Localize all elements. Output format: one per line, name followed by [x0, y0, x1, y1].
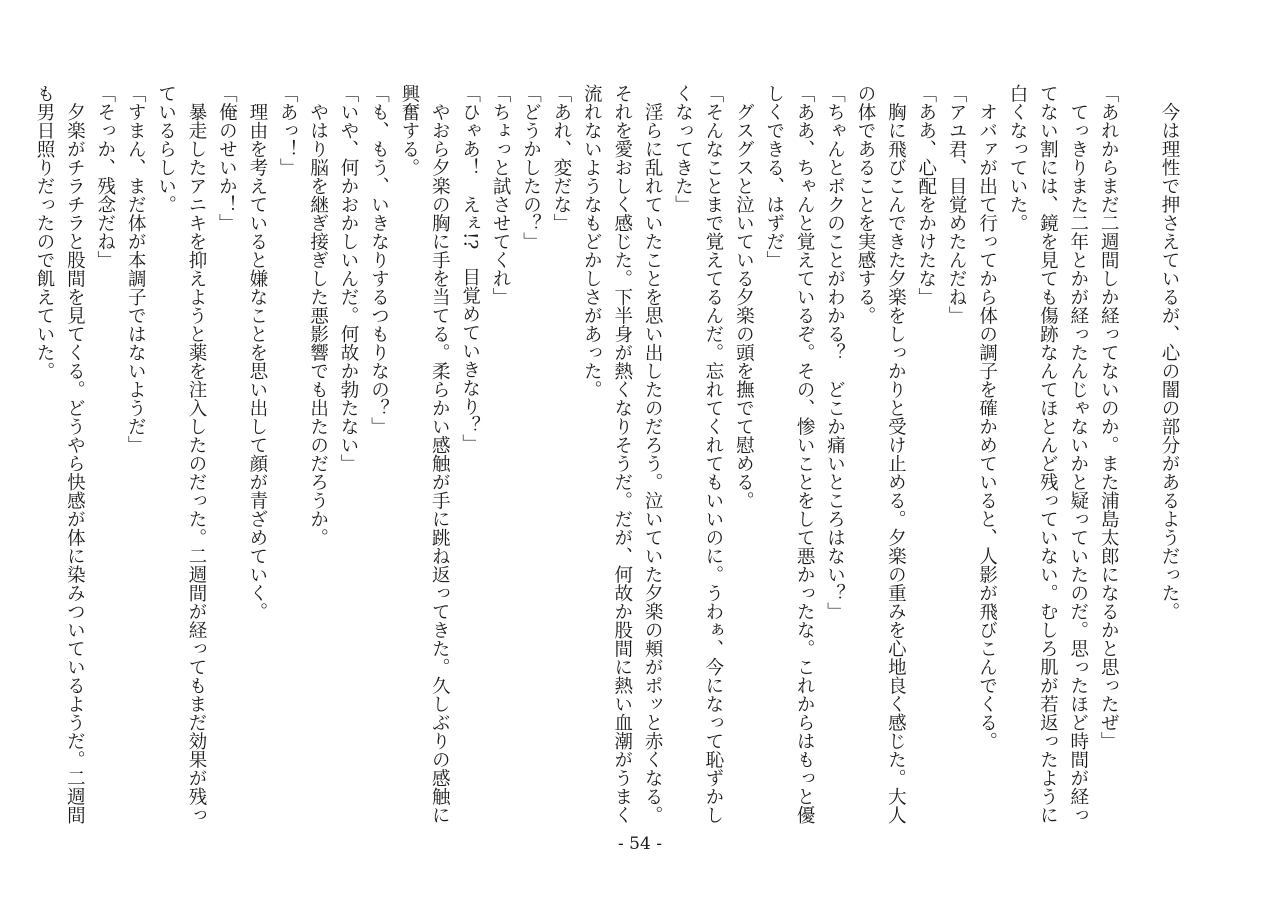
text-line: 「ちゃんとボクのことがわかる？ どこか痛いところはない？」 — [824, 84, 846, 621]
text-line: やはり脳を継ぎ接ぎした悪影響でも出たのだろうか。 — [307, 84, 329, 547]
text-line: 「すまん、まだ体が本調子ではないようだ」 — [125, 84, 147, 454]
text-line: 「ああ、ちゃんと覚えているぞ。その、惨いことをして悪かったな。これからはもっと優 — [794, 84, 816, 824]
text-line: 「あれからまだ二週間しか経ってないのか。また浦島太郎になるかと思ったぜ」 — [1098, 84, 1120, 750]
text-line: 「俺のせいか！」 — [216, 84, 238, 232]
text-line: やおら夕楽の胸に手を当てる。柔らかい感触が手に跳ね返ってきた。久しぶりの感触に — [429, 84, 451, 824]
text-line: しくできる、はずだ」 — [763, 84, 785, 269]
text-line: 「そっか、残念だね」 — [94, 84, 116, 269]
text-line: 「ひゃあ！ えぇ!? 目覚めていきなり？」 — [459, 84, 481, 453]
text-line: それを愛おしく感じた。下半身が熱くなりそうだ。だが、何故か股間に熱い血潮がうまく — [611, 84, 633, 824]
text-line: 「どうかしたの？」 — [520, 84, 542, 251]
text-line: 「いや、何かおかしいんだ。何故か勃たない」 — [338, 84, 360, 473]
text-line: も男日照りだったので飢えていた。 — [33, 84, 55, 380]
text-line: 「アユ君、目覚めたんだね」 — [946, 84, 968, 325]
text-line: グスグスと泣いている夕楽の頭を撫でて慰める。 — [733, 84, 755, 510]
text-line: の体であることを実感する。 — [854, 84, 876, 325]
text-line: ているらしい。 — [155, 84, 177, 214]
text-line: くなってきた」 — [672, 84, 694, 214]
text-line: 「ちょっと試させてくれ」 — [490, 84, 512, 306]
text-line: てっきりまた二年とかが経ったんじゃないかと疑っていたのだ。思ったほど時間が経っ — [1067, 84, 1089, 824]
text-line: 白くなっていた。 — [1006, 84, 1028, 232]
text-line — [1123, 84, 1153, 796]
text-line: 流れないようなもどかしさがあった。 — [581, 84, 603, 399]
text-line: 胸に飛びこんできた夕楽をしっかりと受け止める。夕楽の重みを心地良く感じた。大人 — [885, 84, 907, 824]
text-line: 暴走したアニキを抑えようと薬を注入したのだった。二週間が経ってもまだ効果が残っ — [186, 84, 207, 824]
text-line: 理由を考えていると嫌なことを思い出して顔が青ざめていく。 — [246, 84, 268, 621]
page-number: - 54 - — [618, 834, 662, 854]
text-line: 淫らに乱れていたことを思い出したのだろう。泣いていた夕楽の頬がポッと赤くなる。 — [642, 84, 664, 824]
vertical-text-body — [29, 84, 1184, 824]
text-line: 「そんなことまで覚えてるんだ。忘れてくれてもいいのに。うわぁ、今になって恥ずかし — [702, 84, 724, 824]
text-line: オバァが出て行ってから体の調子を確かめていると、人影が飛びこんでくる。 — [976, 84, 998, 750]
text-line: 今は理性で押さえているが、心の闇の部分があるようだった。 — [1159, 84, 1180, 621]
text-line: 「も、もう、いきなりするつもりなの？」 — [368, 84, 390, 436]
text-line: 「あれ、変だな」 — [550, 84, 572, 232]
text-line: 「あっ！」 — [277, 84, 299, 177]
text-line: 夕楽がチラチラと股間を見てくる。どうやら快感が体に染みついているようだ。二週間 — [64, 84, 86, 824]
text-line: 「ああ、心配をかけたな」 — [915, 84, 937, 306]
text-line: てない割には、鏡を見ても傷跡なんてほとんど残っていない。むしろ肌が若返ったように — [1037, 84, 1059, 824]
text-line: 興奮する。 — [398, 84, 420, 177]
